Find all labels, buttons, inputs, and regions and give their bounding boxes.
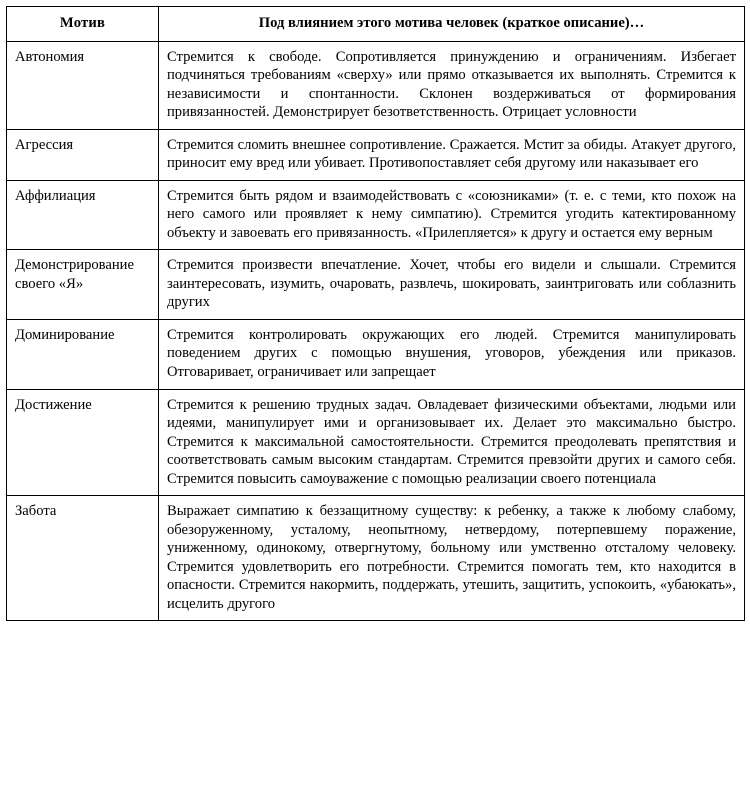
motive-name: Аффилиация	[7, 180, 159, 250]
motive-name: Забота	[7, 496, 159, 621]
table-row	[7, 496, 745, 621]
table-body	[7, 41, 745, 621]
table-row	[7, 319, 745, 389]
table-row	[7, 41, 745, 129]
table-row	[7, 129, 745, 180]
motive-description: Стремится сломить внешнее сопротивление. Сражается. Мстит за обиды. Атакует другого, приносит ему вред или убивает. Противопоставляет себя другому или наказывает его	[159, 129, 745, 180]
motive-description: Выражает симпатию к беззащитному существу: к ребенку, а также к любому слабому, обезоруженному, усталому, неопытному, нетвердому, потерпевшему поражение, униженному, одинокому, отвергнутому, больному или умственно отсталому человеку. Стремится удовлетворить его потребности. Стремится помогать тем, кто находится в опасности. Стремится накормить, поддержать, утешить, защитить, успокоить, «убаюкать», исцелить другого	[159, 496, 745, 621]
table-header-row	[7, 7, 745, 42]
column-header-motive: Мотив	[7, 7, 159, 42]
table-row	[7, 180, 745, 250]
motive-name: Демонстрирование своего «Я»	[7, 250, 159, 320]
motive-description: Стремится к свободе. Сопротивляется принуждению и ограничениям. Избегает подчиняться требованиям «сверху» или прямо отказывается их выполнять. Стремится к независимости и спонтанности. Склонен воздерживаться от формирования привязанностей. Демонстрирует безответственность. Отрицает условности	[159, 41, 745, 129]
motive-name: Агрессия	[7, 129, 159, 180]
motive-description: Стремится быть рядом и взаимодействовать с «союзниками» (т. е. с теми, кто похож на него самого или проявляет к нему симпатию). Стремится угодить катектированному объекту и завоевать его привязанность. «Прилепляется» к другу и остается ему верным	[159, 180, 745, 250]
motive-description: Стремится контролировать окружающих его людей. Стремится манипулировать поведением других с помощью внушения, уговоров, убеждения или приказов. Отговаривает, ограничивает или запрещает	[159, 319, 745, 389]
motives-table	[6, 6, 745, 621]
motive-description: Стремится произвести впечатление. Хочет, чтобы его видели и слышали. Стремится заинтересовать, изумить, очаровать, развлечь, шокировать, заинтриговать или соблазнить других	[159, 250, 745, 320]
motive-description: Стремится к решению трудных задач. Овладевает физическими объектами, людьми или идеями, манипулирует ими и организовывает их. Делает это максимально быстро. Стремится к максимальной самостоятельности. Стремится преодолевать препятствия и соответствовать самым высоким стандартам. Стремится превзойти других и самого себя. Стремится повысить самоуважение с помощью реализации своего потенциала	[159, 389, 745, 496]
motive-name: Доминирование	[7, 319, 159, 389]
motive-name: Достижение	[7, 389, 159, 496]
motive-name: Автономия	[7, 41, 159, 129]
column-header-description: Под влиянием этого мотива человек (краткое описание)…	[159, 7, 745, 42]
table-header	[7, 7, 745, 42]
table-row	[7, 389, 745, 496]
table-row	[7, 250, 745, 320]
